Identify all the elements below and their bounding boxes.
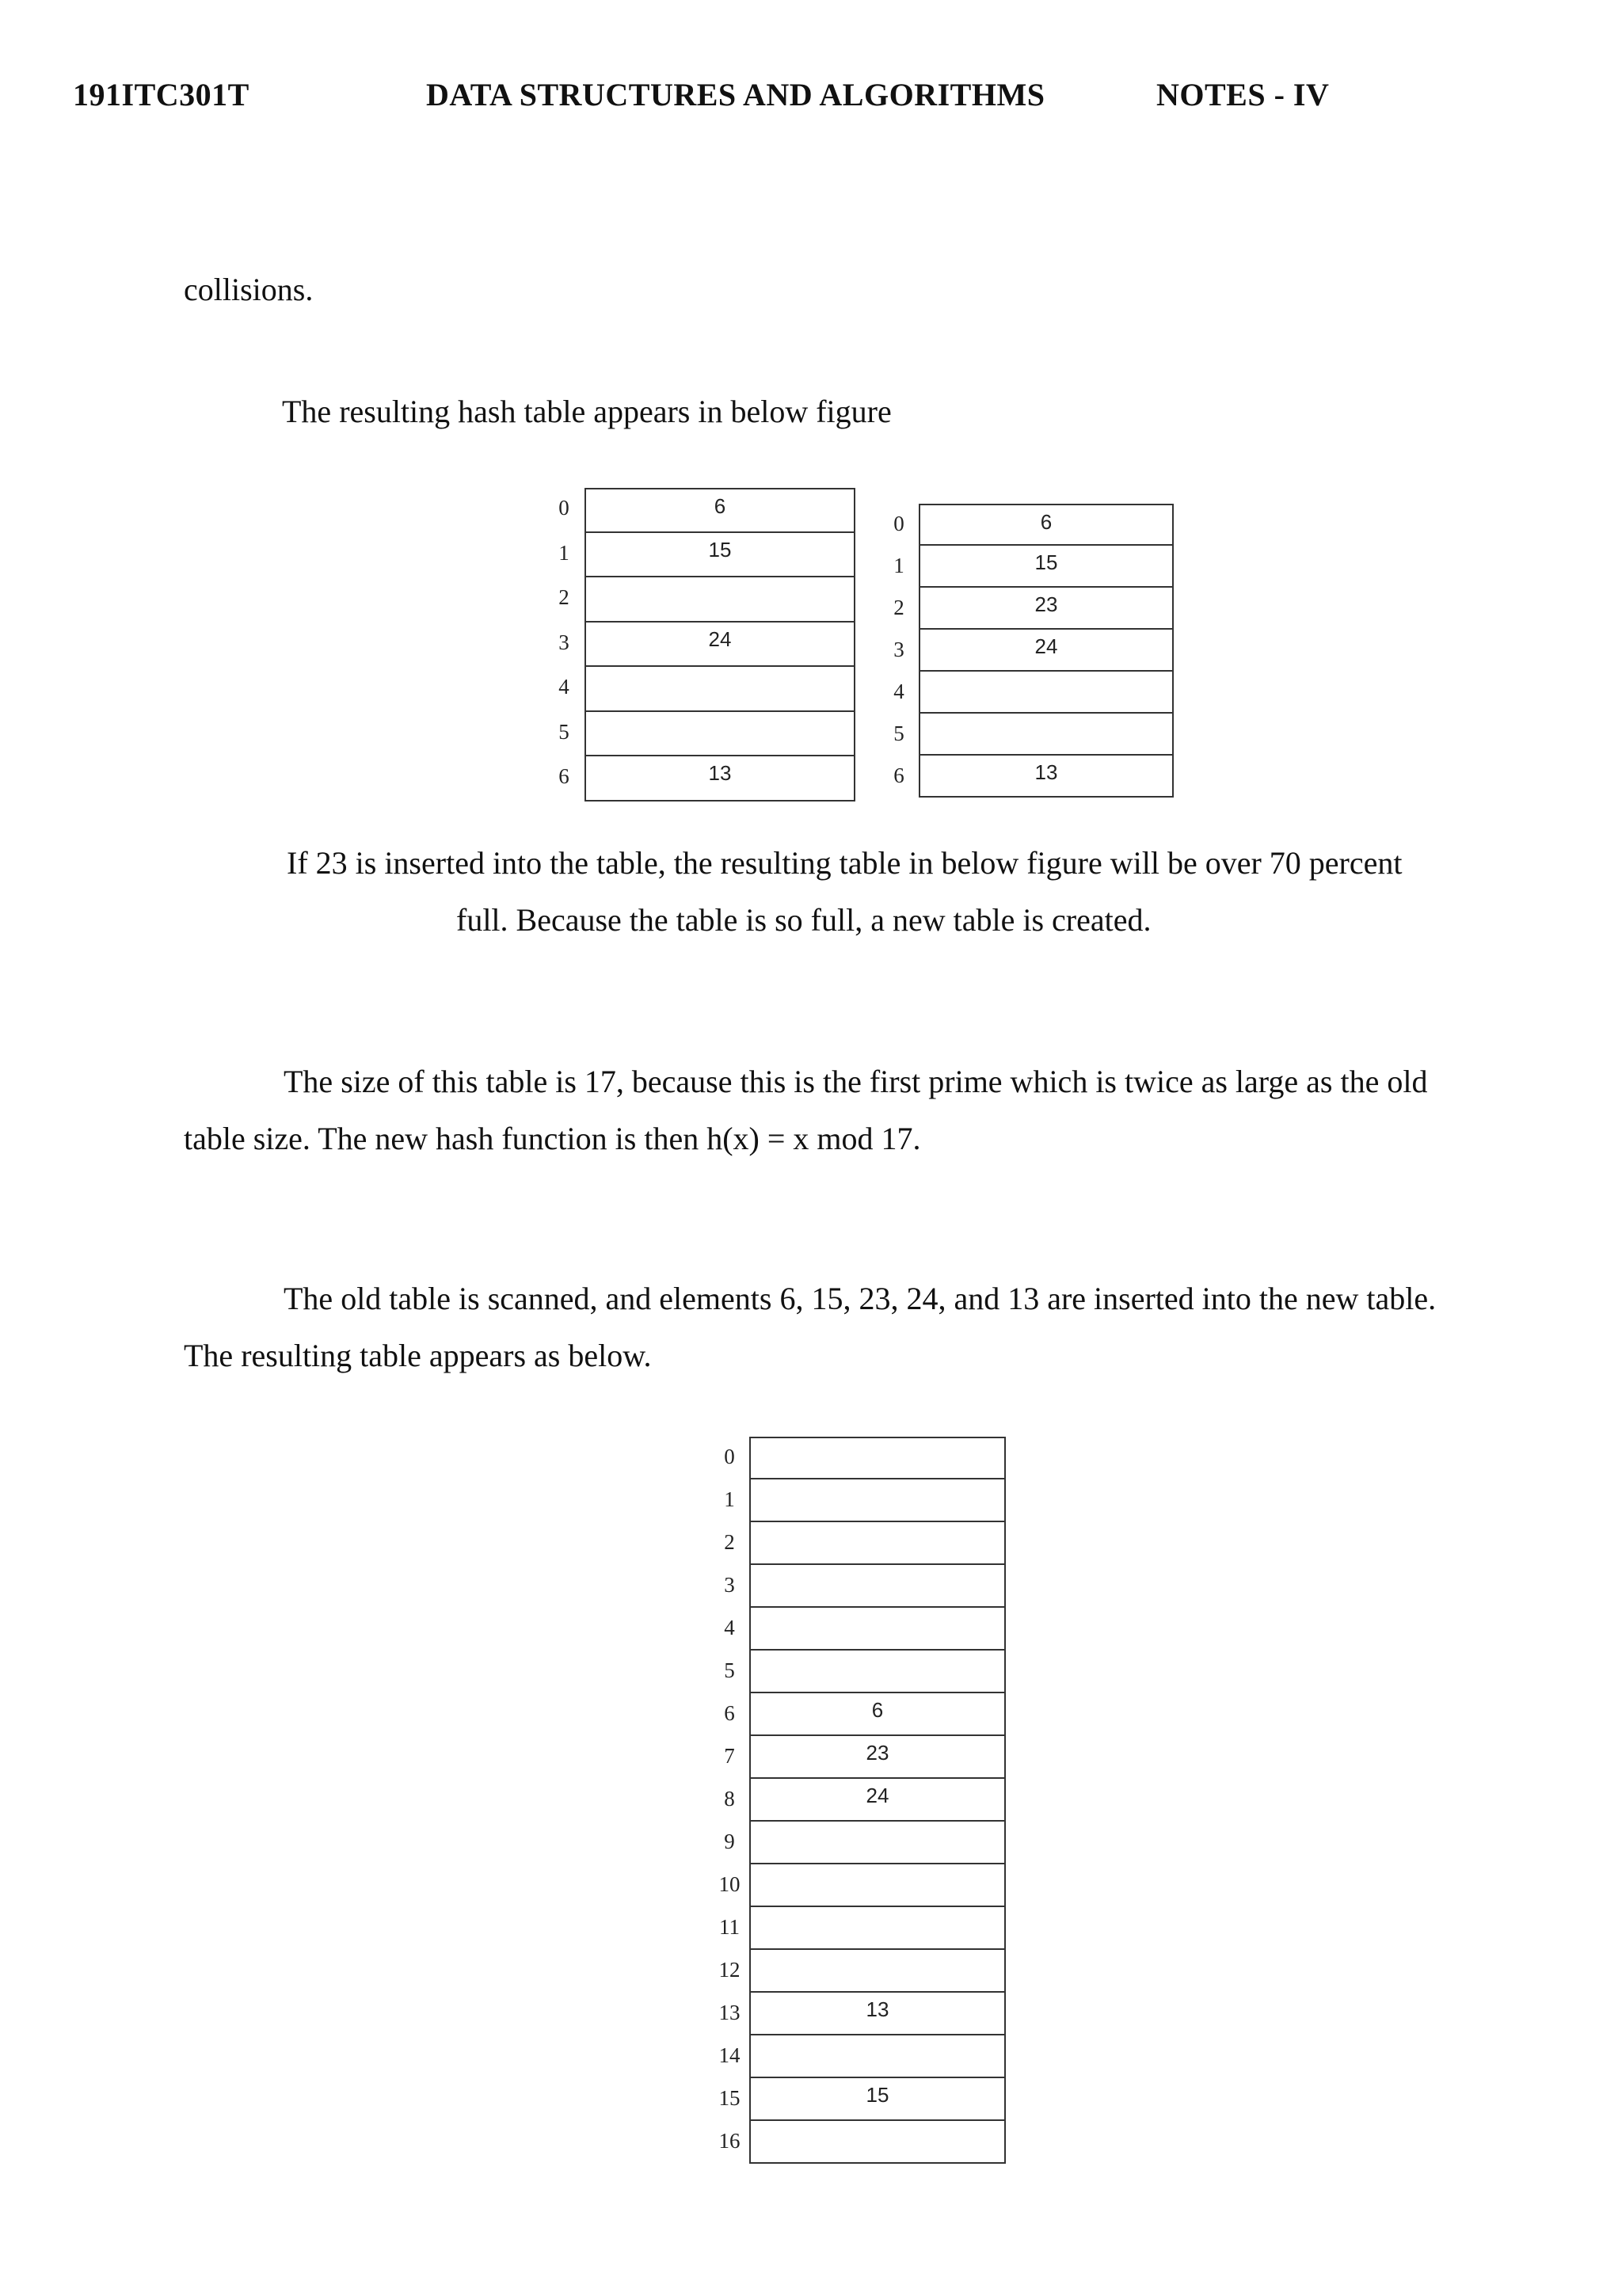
hash-slot: 6 bbox=[919, 504, 1174, 546]
course-title: DATA STRUCTURES AND ALGORITHMS bbox=[426, 77, 1045, 112]
paragraph-new-size: The size of this table is 17, because this is the first prime which is twice as large as the old table size. The new hash function is then h(x) = x mod 17. bbox=[184, 1064, 1428, 1156]
slot-index: 12 bbox=[718, 1958, 741, 1982]
hash-slot: 13 bbox=[919, 754, 1174, 798]
hash-slot bbox=[919, 712, 1174, 756]
slot-index: 16 bbox=[718, 2129, 741, 2153]
slot-index: 0 bbox=[893, 512, 904, 535]
slot-index: 13 bbox=[718, 2001, 741, 2024]
slot-index: 1 bbox=[893, 554, 904, 577]
hash-slot: 13 bbox=[584, 755, 855, 802]
hash-slot bbox=[749, 1437, 1006, 1479]
slot-index: 6 bbox=[724, 1701, 735, 1725]
hash-slot bbox=[749, 1521, 1006, 1565]
hash-slot bbox=[919, 670, 1174, 714]
hash-slot: 6 bbox=[584, 488, 855, 533]
slot-index: 7 bbox=[724, 1744, 735, 1768]
course-code: 191ITC301T bbox=[73, 77, 249, 112]
paragraph-insert-23-line1: If 23 is inserted into the table, the resulting table in below figure will be over 70 percent bbox=[287, 845, 1403, 881]
hash-slot bbox=[749, 1563, 1006, 1608]
slot-index: 3 bbox=[724, 1573, 735, 1597]
hash-slot: 15 bbox=[749, 2077, 1006, 2121]
slot-index: 1 bbox=[724, 1487, 735, 1511]
notes-label: NOTES - IV bbox=[1156, 77, 1330, 112]
hash-slot bbox=[749, 1478, 1006, 1522]
hash-slot bbox=[749, 2034, 1006, 2078]
hash-slot bbox=[584, 576, 855, 623]
hash-slot: 15 bbox=[919, 544, 1174, 588]
hash-slot bbox=[749, 1649, 1006, 1693]
slot-index: 3 bbox=[558, 630, 569, 654]
slot-index: 2 bbox=[893, 596, 904, 619]
slot-index: 3 bbox=[893, 638, 904, 661]
hash-slot bbox=[584, 665, 855, 712]
slot-index: 0 bbox=[724, 1445, 735, 1468]
hash-slot bbox=[749, 1820, 1006, 1864]
slot-index: 0 bbox=[558, 496, 569, 520]
hash-slot: 24 bbox=[584, 621, 855, 668]
slot-index: 5 bbox=[893, 722, 904, 745]
slot-index: 4 bbox=[558, 675, 569, 699]
slot-index: 8 bbox=[724, 1787, 735, 1811]
slot-index: 4 bbox=[893, 680, 904, 703]
hash-slot bbox=[749, 1863, 1006, 1907]
slot-index: 10 bbox=[718, 1872, 741, 1896]
slot-index: 2 bbox=[724, 1530, 735, 1554]
slot-index: 9 bbox=[724, 1830, 735, 1853]
slot-index: 15 bbox=[718, 2086, 741, 2110]
slot-index: 5 bbox=[724, 1658, 735, 1682]
paragraph-rehash: The old table is scanned, and elements 6, 15, 23, 24, and 13 are inserted into the new table. The resulting table appears as below. bbox=[184, 1281, 1437, 1373]
paragraph-insert-23-line2: full. Because the table is so full, a new table is created. bbox=[456, 902, 1152, 938]
slot-index: 4 bbox=[724, 1616, 735, 1639]
paragraph-resulting-table: The resulting hash table appears in below figure bbox=[282, 394, 892, 429]
slot-index: 11 bbox=[719, 1915, 740, 1939]
hash-slot: 15 bbox=[584, 531, 855, 578]
hash-slot bbox=[749, 1606, 1006, 1651]
slot-index: 5 bbox=[558, 719, 569, 744]
slot-index: 14 bbox=[718, 2043, 741, 2067]
hash-slot bbox=[749, 1906, 1006, 1950]
hash-slot: 13 bbox=[749, 1991, 1006, 2035]
hash-slot: 23 bbox=[749, 1734, 1006, 1779]
hash-slot: 6 bbox=[749, 1692, 1006, 1736]
hash-slot bbox=[749, 2119, 1006, 2164]
hash-slot: 24 bbox=[919, 628, 1174, 672]
slot-index: 6 bbox=[558, 764, 569, 788]
hash-slot bbox=[584, 710, 855, 757]
slot-index: 1 bbox=[558, 540, 569, 565]
hash-slot bbox=[749, 1948, 1006, 1993]
hash-slot: 24 bbox=[749, 1777, 1006, 1822]
slot-index: 2 bbox=[558, 585, 569, 609]
slot-index: 6 bbox=[893, 763, 904, 787]
hash-slot: 23 bbox=[919, 586, 1174, 630]
paragraph-collisions: collisions. bbox=[184, 272, 314, 307]
